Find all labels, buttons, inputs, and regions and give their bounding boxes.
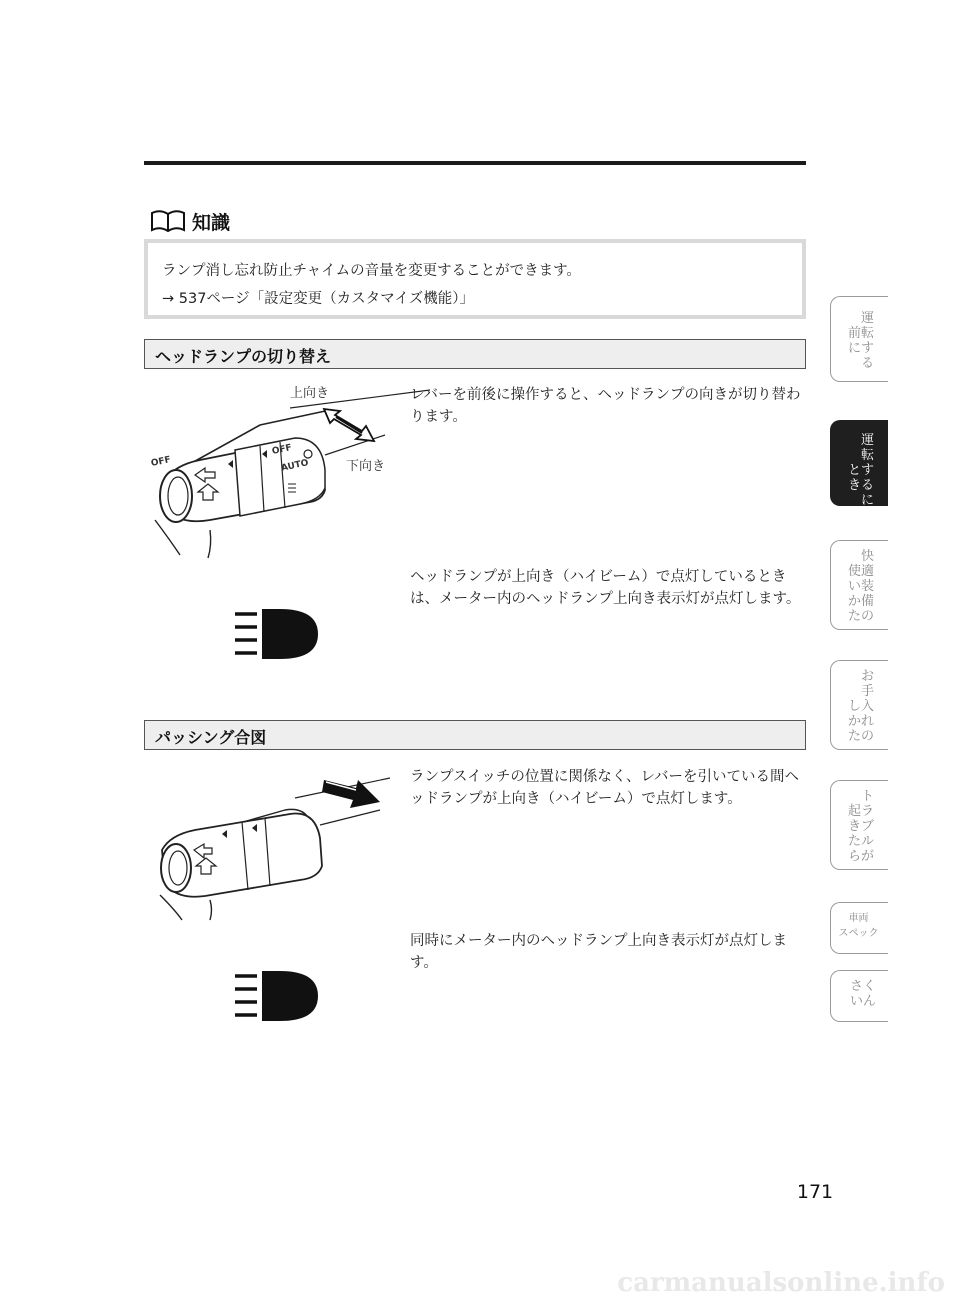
section1-paragraph-1: レバーを前後に操作すると、ヘッドランプの向きが切り替わります。 xyxy=(410,387,801,425)
side-tab-line: かれ xyxy=(847,714,874,729)
side-tab-line: にす xyxy=(847,341,874,356)
knowledge-heading-label: 知識 xyxy=(192,211,231,234)
double-arrow-icon xyxy=(322,405,376,445)
section-headlamp-switch-title: ヘッドランプの切り替え xyxy=(144,339,806,369)
side-tab-when-driving[interactable] xyxy=(830,420,888,506)
high-beam-indicator-icon xyxy=(232,968,322,1028)
side-tab-line: 車両 xyxy=(848,913,869,924)
top-rule xyxy=(144,161,806,165)
lever-label-off1: OFF xyxy=(150,455,172,469)
side-tab-line: か備 xyxy=(847,594,874,609)
side-tab-line: 前転 xyxy=(847,326,874,341)
side-tab-line: いん xyxy=(849,994,876,1009)
side-tab-line: 転 xyxy=(860,448,874,463)
side-tab-line: とす xyxy=(847,463,874,478)
side-tab-line: きる xyxy=(847,478,874,493)
side-tab-line: らが xyxy=(847,849,874,864)
side-tab-line: る xyxy=(860,356,874,371)
side-tab-line: 使適 xyxy=(847,564,874,579)
side-tab-line: きブ xyxy=(847,819,874,834)
high-beam-indicator-icon xyxy=(232,606,322,666)
side-tab-maintenance[interactable] xyxy=(830,660,888,750)
side-tab-line: 快 xyxy=(860,549,874,564)
side-tab-index[interactable] xyxy=(830,970,888,1022)
side-tab-line: い装 xyxy=(847,579,874,594)
section-passing-title: パッシング合図 xyxy=(144,720,806,750)
side-tab-troubleshooting[interactable] xyxy=(830,780,888,870)
side-tab-line: さく xyxy=(849,979,876,994)
section2-paragraph-2: 同時にメーター内のヘッドランプ上向き表示灯が点灯します。 xyxy=(410,933,787,971)
book-icon xyxy=(150,209,186,233)
page-number: 171 xyxy=(796,1181,834,1203)
side-tab-line: スペック xyxy=(838,928,879,939)
side-tab-line: 運 xyxy=(860,311,874,326)
section2-paragraph-1: ランプスイッチの位置に関係なく、レバーを引いている間ヘッドランプが上向き（ハイビーム）で点灯します。 xyxy=(410,769,800,807)
watermark: carmanualsonline.info xyxy=(617,1268,945,1298)
label-down: 下向き xyxy=(346,459,386,474)
lever-label-off2: OFF xyxy=(271,443,293,457)
side-tab-line: に xyxy=(860,493,874,508)
side-tab-specifications[interactable] xyxy=(830,902,888,954)
side-tab-line: ト xyxy=(860,789,874,804)
side-tab-line: たル xyxy=(847,834,874,849)
knowledge-line-2: → 537ページ「設定変更（カスタマイズ機能）」 xyxy=(162,291,474,307)
lever-label-auto: AUTO xyxy=(280,458,310,474)
section1-paragraph-2: ヘッドランプが上向き（ハイビーム）で点灯しているときは、メーター内のヘッドランプ上向き表示灯が点灯します。 xyxy=(410,569,801,607)
knowledge-box xyxy=(144,239,806,319)
side-tab-line: 手 xyxy=(860,684,874,699)
knowledge-heading xyxy=(150,207,230,235)
side-tab-line: たの xyxy=(847,729,874,744)
side-tab-line: 運 xyxy=(860,433,874,448)
label-up: 上向き xyxy=(290,386,330,401)
side-tab-comfort-features[interactable] xyxy=(830,540,888,630)
side-tab-line: し入 xyxy=(847,699,874,714)
knowledge-line-1: ランプ消し忘れ防止チャイムの音量を変更することができます。 xyxy=(162,263,581,279)
pull-arrow-icon xyxy=(322,770,382,812)
side-tab-line: たの xyxy=(847,609,874,624)
side-tab-before-driving[interactable] xyxy=(830,296,888,382)
side-tab-line: 起ラ xyxy=(847,804,874,819)
side-tab-line: お xyxy=(860,669,874,684)
